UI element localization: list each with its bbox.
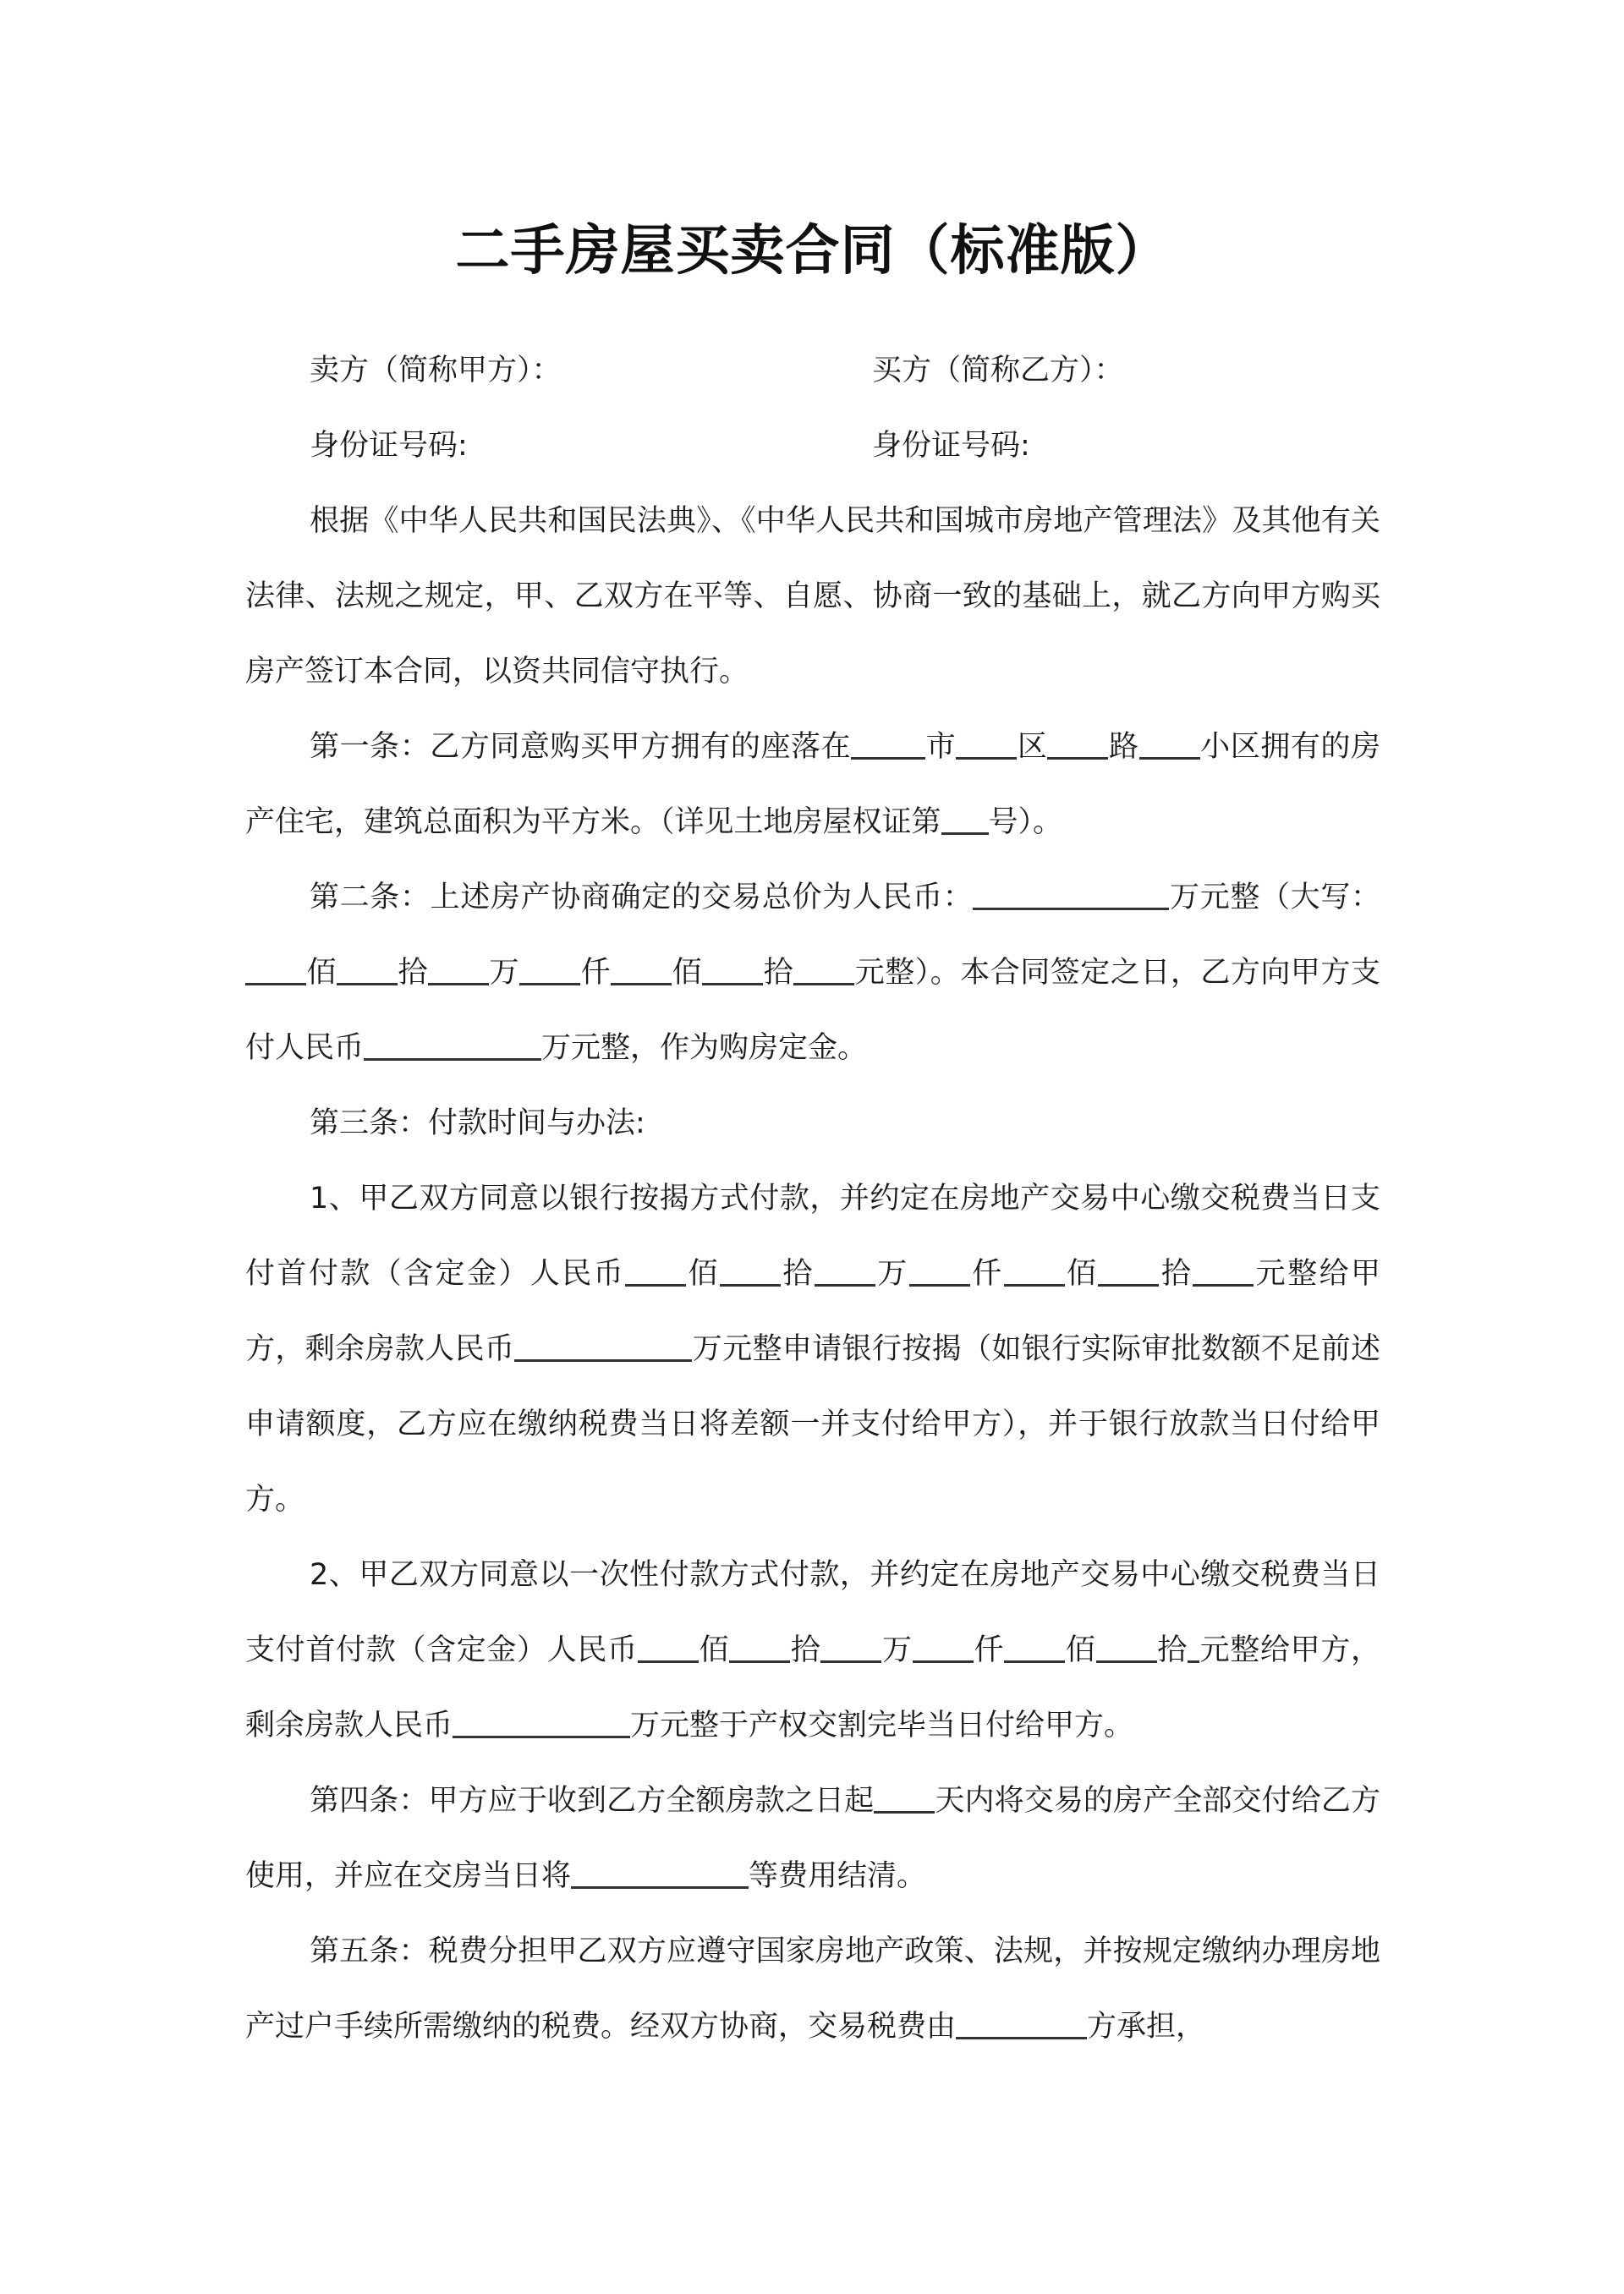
amount-blank bbox=[913, 1631, 974, 1663]
article-1-text-2: 小区拥有的房产住宅，建筑总面积为平方米。（详见土地房屋权证第 bbox=[245, 730, 1380, 839]
amount-blank bbox=[1098, 1254, 1159, 1287]
amount-blank bbox=[793, 953, 854, 985]
unit-label: 万 bbox=[881, 1633, 913, 1667]
item-1-text: 1、甲乙双方同意以银行按揭方式付款，并约定在房地产交易中心缴交税费当日支付首付款（含定金）人民币 bbox=[245, 1182, 1380, 1291]
total-price-blank bbox=[973, 878, 1169, 910]
tax-party-blank bbox=[956, 2007, 1087, 2039]
article-2-text-3: 元整）。本合同签定之日，乙方向甲方支付人民币 bbox=[245, 956, 1380, 1065]
article-1-road: 路 bbox=[1108, 730, 1139, 764]
article-5-text-2: 方承担， bbox=[1087, 2010, 1206, 2044]
article-3-heading: 第三条：付款时间与办法: bbox=[310, 1106, 645, 1140]
amount-blank bbox=[720, 1254, 781, 1287]
road-blank bbox=[1047, 727, 1108, 760]
article-4-text: 第四条：甲方应于收到乙方全额房款之日起 bbox=[310, 1784, 875, 1818]
unit-label: 佰 bbox=[1065, 1633, 1096, 1667]
amount-blank bbox=[245, 953, 306, 985]
amount-blank bbox=[815, 1254, 875, 1287]
article-1-text-3: 号）。 bbox=[988, 805, 1063, 839]
unit-label: 拾 bbox=[780, 1257, 815, 1291]
item-2-text-3: 万元整于产权交割完毕当日付给甲方。 bbox=[630, 1709, 1134, 1742]
amount-blank bbox=[638, 1631, 699, 1663]
unit-label: 仟 bbox=[969, 1257, 1004, 1291]
district-blank bbox=[956, 727, 1017, 760]
buyer-label: 买方（简称乙方）： bbox=[872, 354, 1124, 387]
deposit-blank bbox=[364, 1029, 541, 1061]
unit-label: 仟 bbox=[580, 956, 612, 990]
amount-blank bbox=[1004, 1254, 1065, 1287]
amount-blank bbox=[519, 953, 580, 985]
amount-blank bbox=[909, 1254, 970, 1287]
amount-blank bbox=[611, 953, 672, 985]
article-1-city: 市 bbox=[925, 730, 957, 764]
unit-label: 拾 bbox=[1159, 1257, 1193, 1291]
buyer-id-label: 身份证号码: bbox=[872, 429, 1030, 463]
unit-label: 佰 bbox=[686, 1257, 720, 1291]
item-2-text: 2、甲乙双方同意以一次性付款方式付款，并约定在房地产交易中心缴交税费当日支付首付款（含定金）人民币 bbox=[245, 1558, 1380, 1667]
unit-label: 拾 bbox=[763, 956, 794, 990]
seller-label: 卖方（简称甲方）： bbox=[310, 354, 562, 387]
article-4-text-2: 天内将交易的房产全部交付给乙方使用，并应在交房当日将 bbox=[245, 1784, 1380, 1893]
article-4 bbox=[245, 1764, 1380, 1914]
city-blank bbox=[851, 727, 925, 760]
unit-label: 佰 bbox=[698, 1633, 730, 1667]
article-5 bbox=[245, 1914, 1380, 2065]
unit-label: 佰 bbox=[672, 956, 703, 990]
article-2-text: 第二条：上述房产协商确定的交易总价为人民币： bbox=[310, 881, 974, 914]
seller-id-label: 身份证号码: bbox=[310, 429, 468, 463]
unit-label: 佰 bbox=[1064, 1257, 1099, 1291]
amount-blank bbox=[428, 953, 489, 985]
unit-label: 仟 bbox=[973, 1633, 1005, 1667]
amount-blank bbox=[820, 1631, 881, 1663]
article-1-text: 第一条：乙方同意购买甲方拥有的座落在 bbox=[310, 730, 852, 764]
preamble-paragraph: 根据《中华人民共和国民法典》、《中华人民共和国城市房地产管理法》及其他有关法律、法规之规定，甲、乙双方在平等、自愿、协商一致的基础上，就乙方向甲方购买房产签订本合同，以资共同信守执行。 bbox=[245, 504, 1380, 689]
parties-row bbox=[245, 333, 1380, 409]
amount-blank bbox=[625, 1254, 686, 1287]
unit-label: 拾 bbox=[398, 956, 429, 990]
item-1-text-2: 元整给甲方，剩余房款人民币 bbox=[245, 1257, 1380, 1366]
unit-label: 拾 bbox=[790, 1633, 821, 1667]
amount-blank bbox=[1004, 1631, 1065, 1663]
article-3-item-2 bbox=[245, 1538, 1380, 1764]
certificate-no-blank bbox=[941, 803, 989, 835]
unit-label: 佰 bbox=[306, 956, 337, 990]
unit-label: 万 bbox=[875, 1257, 909, 1291]
amount-blank bbox=[702, 953, 763, 985]
unit-label: 拾 bbox=[1156, 1633, 1188, 1667]
document-title: 二手房屋买卖合同（标准版） bbox=[455, 220, 1171, 283]
article-2-text-4: 万元整，作为购房定金。 bbox=[541, 1031, 868, 1065]
community-blank bbox=[1139, 727, 1200, 760]
article-1 bbox=[245, 710, 1380, 860]
unit-label: 万 bbox=[489, 956, 520, 990]
amount-blank bbox=[1096, 1631, 1157, 1663]
remaining-amount-blank bbox=[453, 1706, 630, 1738]
article-3-item-1 bbox=[245, 1161, 1380, 1538]
article-1-district: 区 bbox=[1017, 730, 1048, 764]
amount-blank bbox=[1193, 1254, 1254, 1287]
fees-blank bbox=[571, 1857, 749, 1889]
amount-blank bbox=[337, 953, 398, 985]
amount-blank bbox=[729, 1631, 790, 1663]
article-2-text-2: 万元整（大写： bbox=[1169, 881, 1380, 914]
days-blank bbox=[874, 1781, 935, 1814]
item-1-text-3: 万元整申请银行按揭（如银行实际审批数额不足前述申请额度，乙方应在缴纳税费当日将差额一并支付给甲方），并于银行放款当日付给甲方。 bbox=[245, 1332, 1380, 1517]
remaining-amount-blank bbox=[514, 1330, 692, 1362]
article-2 bbox=[245, 860, 1380, 1086]
article-4-text-3: 等费用结清。 bbox=[749, 1859, 927, 1893]
contract-body bbox=[245, 333, 1380, 2065]
item-2-text-2: 元整给甲方，剩余房款人民币 bbox=[245, 1633, 1380, 1742]
id-row bbox=[245, 409, 1380, 484]
article-5-text: 第五条：税费分担甲乙双方应遵守国家房地产政策、法规，并按规定缴纳办理房地产过户手续所需缴纳的税费。经双方协商，交易税费由 bbox=[245, 1935, 1380, 2044]
amount-blank bbox=[1188, 1631, 1199, 1663]
